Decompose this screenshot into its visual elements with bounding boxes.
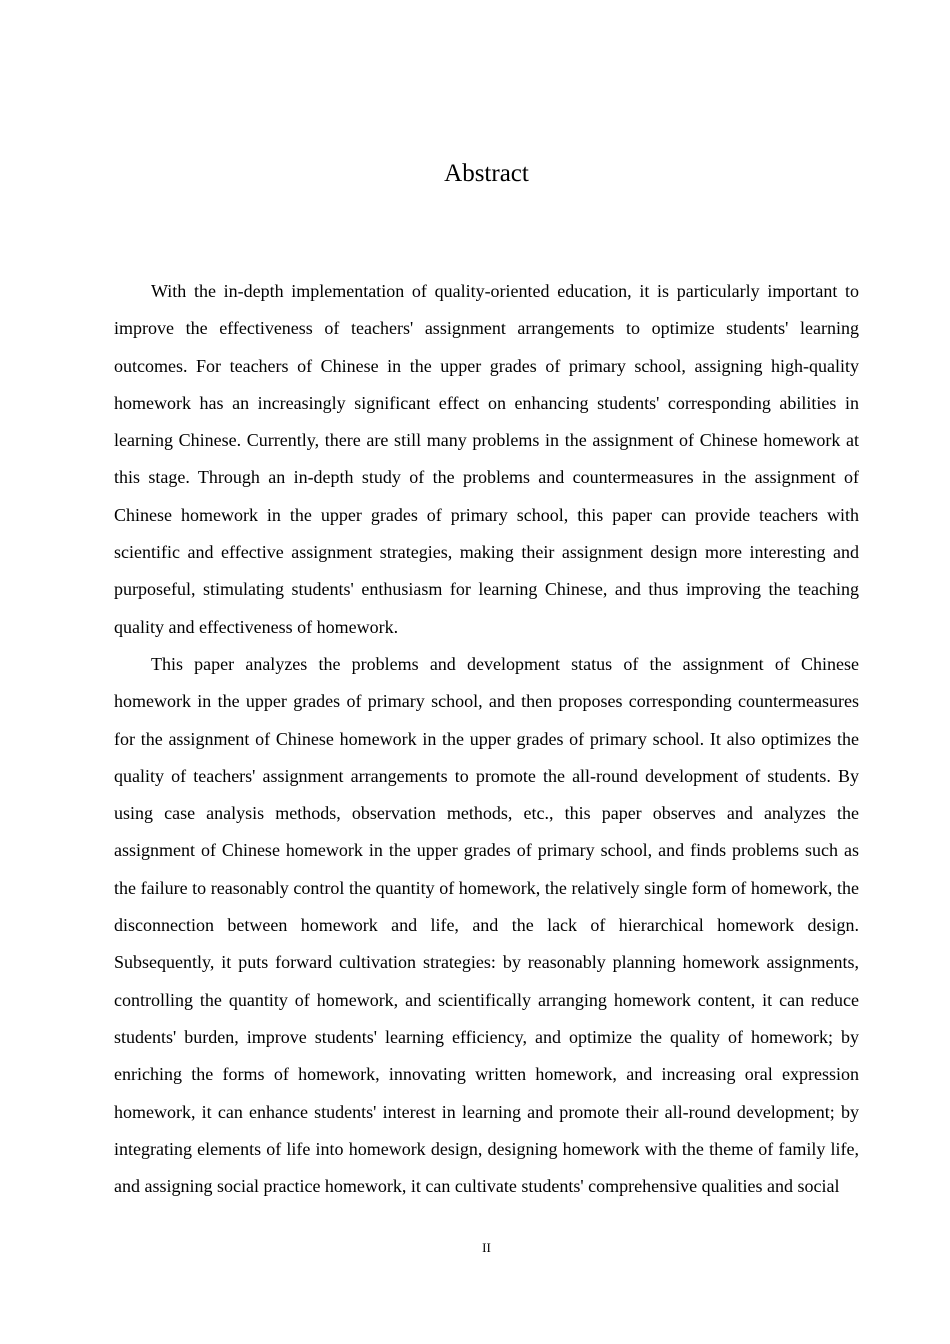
paragraph-2: This paper analyzes the problems and development status of the assignment of Chinese homework in the upper grades of primary school, and then proposes corresponding countermeasures for the assignment of Chinese homework in the upper grades of primary school. It also optimizes the quality of teachers' assignment arrangements to promote the all-round development of students. By using case analysis methods, observation methods, etc., this paper observes and analyzes the assignment of Chinese homework in the upper grades of primary school, and finds problems such as the failure to reasonably control the quantity of homework, the relatively single form of homework, the disconnection between homework and life, and the lack of hierarchical homework design. Subsequently, it puts forward cultivation strategies: by reasonably planning homework assignments, controlling the quantity of homework, and scientifically arranging homework content, it can reduce students' burden, improve students' learning efficiency, and optimize the quality of homework; by enriching the forms of homework, innovating written homework, and increasing oral expression homework, it can enhance students' interest in learning and promote their all-round development; by integrating elements of life into homework design, designing homework with the theme of family life, and assigning social practice homework, it can cultivate students' comprehensive qualities and social — [114, 653, 859, 1197]
page-number: II — [482, 1240, 491, 1255]
paragraph-1: With the in-depth implementation of quality-oriented education, it is particularly important to improve the effectiveness of teachers' assignment arrangements to optimize students' learning outcomes. For teachers of Chinese in the upper grades of primary school, assigning high-quality homework has an increasingly significant effect on enhancing students' corresponding abilities in learning Chinese. Currently, there are still many problems in the assignment of Chinese homework at this stage. Through an in-depth study of the problems and countermeasures in the assignment of Chinese homework in the upper grades of primary school, this paper can provide teachers with scientific and effective assignment strategies, making their assignment design more interesting and purposeful, stimulating students' enthusiasm for learning Chinese, and thus improving the teaching quality and effectiveness of homework. — [114, 281, 859, 637]
page-title: Abstract — [444, 160, 529, 187]
abstract-body — [114, 273, 859, 1205]
